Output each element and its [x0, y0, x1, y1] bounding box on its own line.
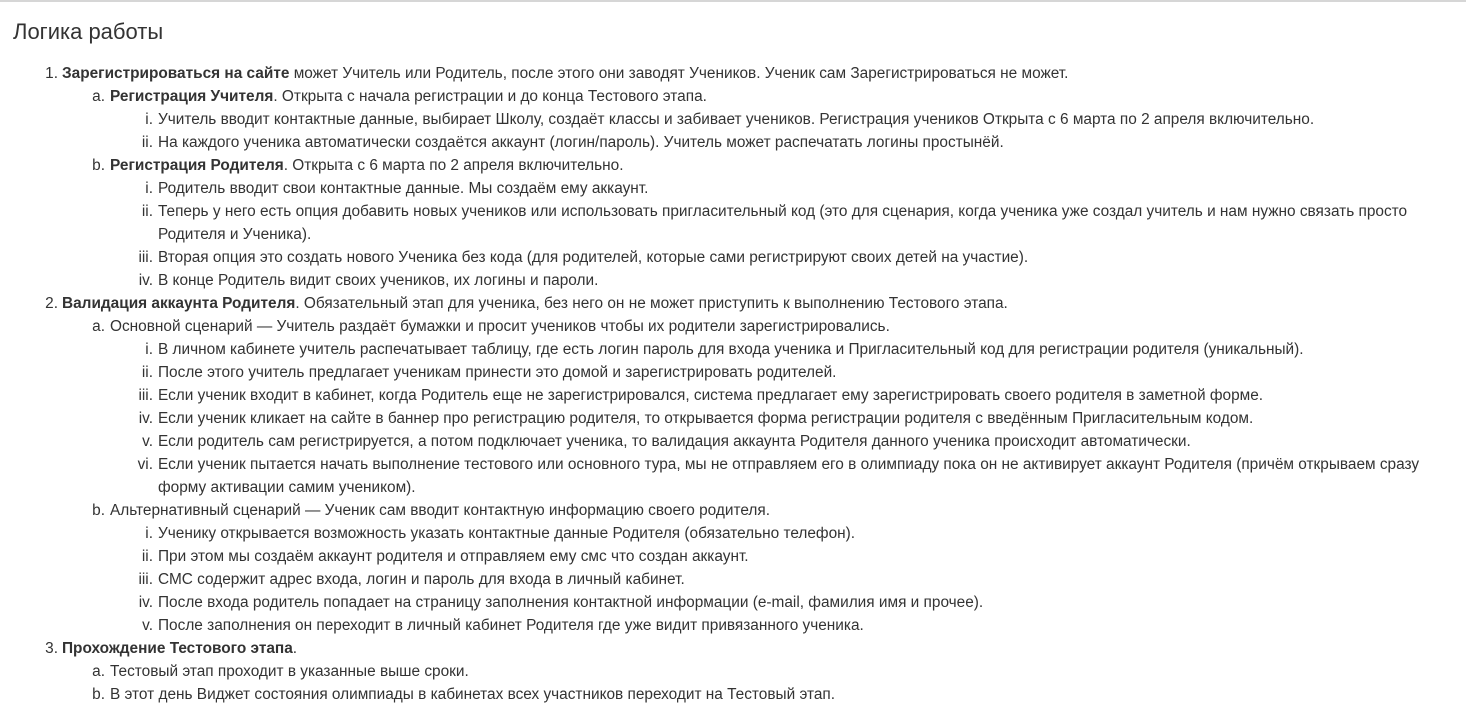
item-text: Родитель вводит свои контактные данные. Мы создаём ему аккаунт.	[158, 180, 649, 197]
item-text: Если ученик пытается начать выполнение тестового или основного тура, мы не отправляем его в олимпиаду пока он не активирует аккаунт Родителя (причём открываем сразу форму активации самим учеником).	[158, 456, 1420, 496]
item-text: В этот день Виджет состояния олимпиады в кабинетах всех участников переходит на Тестовый этап.	[110, 686, 836, 703]
list-marker: ii.	[141, 203, 153, 220]
list-item-level3	[0, 453, 1466, 499]
item-heading: Регистрация Родителя	[110, 157, 284, 174]
document-body	[0, 62, 1466, 706]
list-item-level3	[0, 430, 1466, 453]
item-text: может Учитель или Родитель, после этого они заводят Учеников. Ученик сам Зарегистрироваться не может.	[289, 65, 1069, 82]
item-text: После входа родитель попадает на страницу заполнения контактной информации (e-mail, фамилия имя и прочее).	[158, 594, 984, 611]
list-marker: b.	[92, 686, 105, 703]
list-item-level2	[0, 660, 1466, 683]
item-text: Альтернативный сценарий — Ученик сам вводит контактную информацию своего родителя.	[110, 502, 770, 519]
item-text: Учитель вводит контактные данные, выбирает Школу, создаёт классы и забивает учеников. Регистрация учеников Открыта с 6 марта по 2 апреля включительно.	[158, 111, 1315, 128]
item-heading: Валидация аккаунта Родителя	[62, 295, 296, 312]
item-text: Ученику открывается возможность указать контактные данные Родителя (обязательно телефон).	[158, 525, 856, 542]
list-marker: iv.	[138, 410, 153, 427]
item-text: Основной сценарий — Учитель раздаёт бумажки и просит учеников чтобы их родители зарегистрировались.	[110, 318, 890, 335]
list-item-level2	[0, 499, 1466, 522]
item-text: СМС содержит адрес входа, логин и пароль для входа в личный кабинет.	[158, 571, 685, 588]
item-text: Если ученик кликает на сайте в баннер про регистрацию родителя, то открывается форма регистрации родителя с введённым Пригласительным кодом.	[158, 410, 1254, 427]
list-marker: vi.	[137, 456, 153, 473]
item-text: Если ученик входит в кабинет, когда Родитель еще не зарегистрировался, система предлагает ему зарегистрировать своего родителя в заметной форме.	[158, 387, 1264, 404]
list-marker: a.	[92, 88, 105, 105]
item-heading: Прохождение Тестового этапа	[62, 640, 293, 657]
list-item-level3	[0, 614, 1466, 637]
list-marker: i.	[145, 111, 153, 128]
list-item-level1	[0, 637, 1466, 660]
list-item-level1	[0, 292, 1466, 315]
list-marker: b.	[92, 157, 105, 174]
list-item-level2	[0, 85, 1466, 108]
list-marker: ii.	[141, 548, 153, 565]
top-divider	[0, 0, 1466, 4]
list-item-level2	[0, 154, 1466, 177]
item-text: .	[292, 640, 298, 657]
item-text: . Обязательный этап для ученика, без него он не может приступить к выполнению Тестового этапа.	[295, 295, 1008, 312]
page-title: Логика работы	[13, 19, 164, 44]
item-text: . Открыта с начала регистрации и до конца Тестового этапа.	[273, 88, 707, 105]
list-marker: iii.	[138, 387, 153, 404]
list-item-level3	[0, 384, 1466, 407]
list-marker: iv.	[138, 272, 153, 289]
list-marker: 3.	[45, 640, 58, 657]
list-item-level3	[0, 246, 1466, 269]
item-text: Теперь у него есть опция добавить новых учеников или использовать пригласительный код (это для сценария, когда ученика уже создал учитель и нам нужно связать просто Родителя и Ученика).	[158, 203, 1408, 243]
list-item-level3	[0, 407, 1466, 430]
list-item-level3	[0, 568, 1466, 591]
list-item-level2	[0, 683, 1466, 706]
list-item-level3	[0, 591, 1466, 614]
list-item-level3	[0, 338, 1466, 361]
item-text: Тестовый этап проходит в указанные выше сроки.	[110, 663, 469, 680]
item-text: Вторая опция это создать нового Ученика без кода (для родителей, которые сами регистрируют своих детей на участие).	[158, 249, 1029, 266]
list-marker: i.	[145, 180, 153, 197]
list-item-level3	[0, 108, 1466, 131]
list-marker: iii.	[138, 571, 153, 588]
list-item-level3	[0, 269, 1466, 292]
list-marker: v.	[142, 433, 153, 450]
list-marker: a.	[92, 663, 105, 680]
list-item-level3	[0, 131, 1466, 154]
list-marker: iii.	[138, 249, 153, 266]
list-marker: b.	[92, 502, 105, 519]
item-text: . Открыта с 6 марта по 2 апреля включительно.	[283, 157, 624, 174]
item-text: Если родитель сам регистрируется, а потом подключает ученика, то валидация аккаунта Родителя данного ученика происходит автоматически.	[158, 433, 1191, 450]
item-text: На каждого ученика автоматически создаётся аккаунт (логин/пароль). Учитель может распечатать логины простынёй.	[158, 134, 1004, 151]
item-text: После заполнения он переходит в личный кабинет Родителя где уже видит привязанного ученика.	[158, 617, 864, 634]
list-item-level3	[0, 361, 1466, 384]
list-item-level3	[0, 522, 1466, 545]
list-marker: i.	[145, 341, 153, 358]
item-text: После этого учитель предлагает ученикам принести это домой и зарегистрировать родителей.	[158, 364, 837, 381]
list-marker: ii.	[141, 134, 153, 151]
list-item-level1	[0, 62, 1466, 85]
list-item-level2	[0, 315, 1466, 338]
list-marker: 2.	[45, 295, 58, 312]
list-item-level3	[0, 545, 1466, 568]
list-item-level3	[0, 200, 1466, 246]
item-text: В конце Родитель видит своих учеников, их логины и пароли.	[158, 272, 599, 289]
list-marker: iv.	[138, 594, 153, 611]
list-item-level3	[0, 177, 1466, 200]
list-marker: i.	[145, 525, 153, 542]
item-text: При этом мы создаём аккаунт родителя и отправляем ему смс что создан аккаунт.	[158, 548, 749, 565]
item-heading: Регистрация Учителя	[110, 88, 274, 105]
list-marker: v.	[142, 617, 153, 634]
list-marker: a.	[92, 318, 105, 335]
item-text: В личном кабинете учитель распечатывает таблицу, где есть логин пароль для входа ученика и Пригласительный код для регистрации родителя (уникальный).	[158, 341, 1304, 358]
list-marker: 1.	[45, 65, 58, 82]
item-heading: Зарегистрироваться на сайте	[62, 65, 290, 82]
list-marker: ii.	[141, 364, 153, 381]
